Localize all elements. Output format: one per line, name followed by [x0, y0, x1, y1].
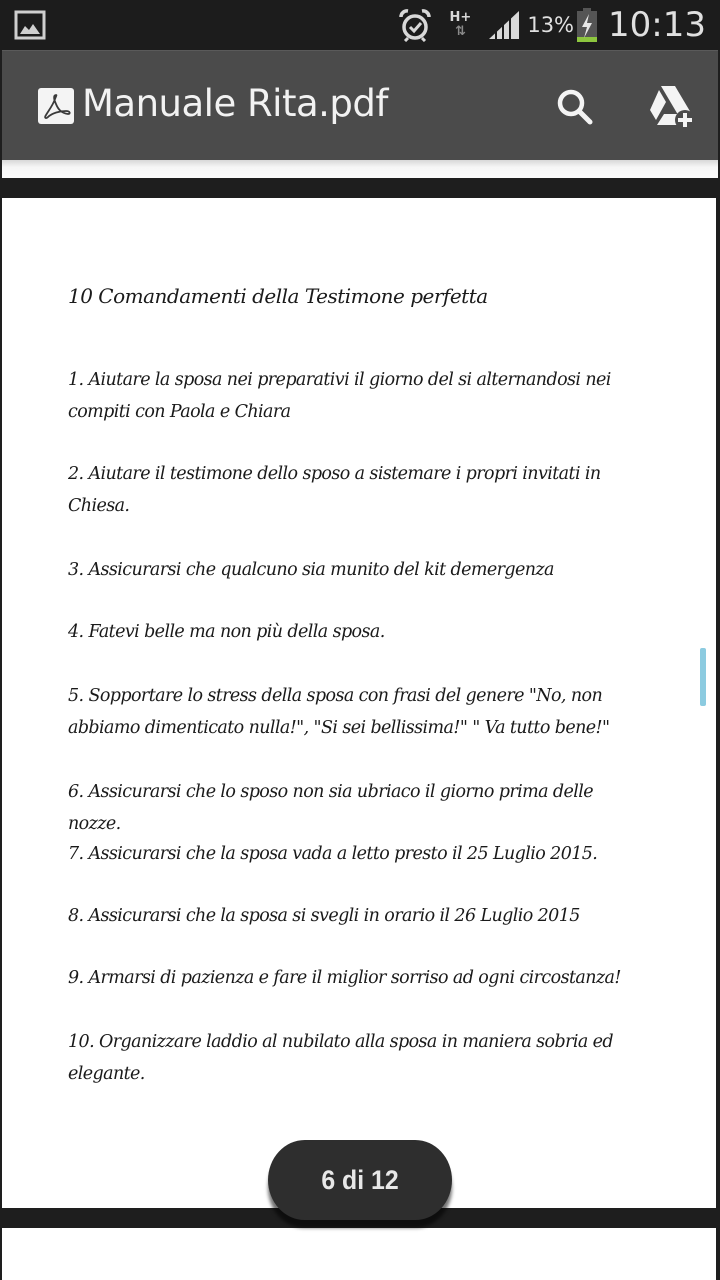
- viewport-edge: [716, 198, 720, 1280]
- pdf-page-next[interactable]: [2, 1228, 716, 1280]
- commandment-line: elegante.: [68, 1064, 145, 1084]
- commandment-line: 7. Assicurarsi che la sposa vada a letto presto il 25 Luglio 2015.: [68, 844, 598, 864]
- commandment-line: 3. Assicurarsi che qualcuno sia munito del kit demergenza: [68, 560, 554, 580]
- network-type-label: H+: [449, 10, 472, 25]
- clock: 10:13: [608, 5, 706, 45]
- page-indicator: [268, 1140, 452, 1220]
- commandment-item: [68, 962, 648, 994]
- commandment-item: [68, 776, 648, 840]
- commandment-item: [68, 900, 648, 932]
- network-activity-icon: ⇅: [454, 24, 466, 39]
- scrollbar-thumb[interactable]: [700, 648, 706, 706]
- commandment-line: 1. Aiutare la sposa nei preparativi il giorno del si alternandosi nei: [68, 370, 611, 390]
- commandment-item: [68, 458, 648, 522]
- status-bar: [0, 0, 720, 50]
- google-drive-add-icon[interactable]: [644, 82, 696, 130]
- commandment-item: [68, 1026, 648, 1090]
- commandment-line: abbiamo dimenticato nulla!", "Si sei bellissima!" " Va tutto bene!": [68, 718, 610, 738]
- commandment-line: 9. Armarsi di pazienza e fare il miglior sorriso ad ogni circostanza!: [68, 968, 621, 988]
- commandment-item: [68, 616, 648, 648]
- page-indicator-label: 6 di 12: [321, 1164, 399, 1195]
- commandment-line: 10. Organizzare laddio al nubilato alla sposa in maniera sobria ed: [68, 1032, 613, 1052]
- commandment-line: 8. Assicurarsi che la sposa si svegli in orario il 26 Luglio 2015: [68, 906, 580, 926]
- search-icon[interactable]: [552, 84, 598, 130]
- commandment-line: Chiesa.: [68, 496, 130, 516]
- document-title: Manuale Rita.pdf: [82, 82, 388, 125]
- pdf-heading: 10 Comandamenti della Testimone perfetta: [68, 284, 488, 308]
- commandment-item: [68, 680, 648, 744]
- adobe-pdf-icon[interactable]: [38, 88, 74, 124]
- commandment-line: 5. Sopportare lo stress della sposa con frasi del genere "No, non: [68, 686, 603, 706]
- commandment-item: [68, 554, 648, 586]
- commandment-line: 4. Fatevi belle ma non più della sposa.: [68, 622, 385, 642]
- page-separator: [0, 178, 720, 198]
- signal-icon: [487, 9, 521, 41]
- commandment-item: [68, 364, 648, 428]
- battery-charging-icon: [576, 7, 598, 43]
- action-bar-shadow: [2, 160, 718, 178]
- commandment-item: [68, 838, 648, 870]
- network-type-indicator: [450, 11, 472, 39]
- battery-percent: 13%: [527, 13, 575, 37]
- commandment-line: 2. Aiutare il testimone dello sposo a sistemare i propri invitati in: [68, 464, 601, 484]
- alarm-icon: [398, 8, 432, 42]
- commandment-line: 6. Assicurarsi che lo sposo non sia ubriaco il giorno prima delle nozze.: [68, 782, 593, 834]
- commandment-line: compiti con Paola e Chiara: [68, 402, 291, 422]
- image-icon: [14, 10, 46, 40]
